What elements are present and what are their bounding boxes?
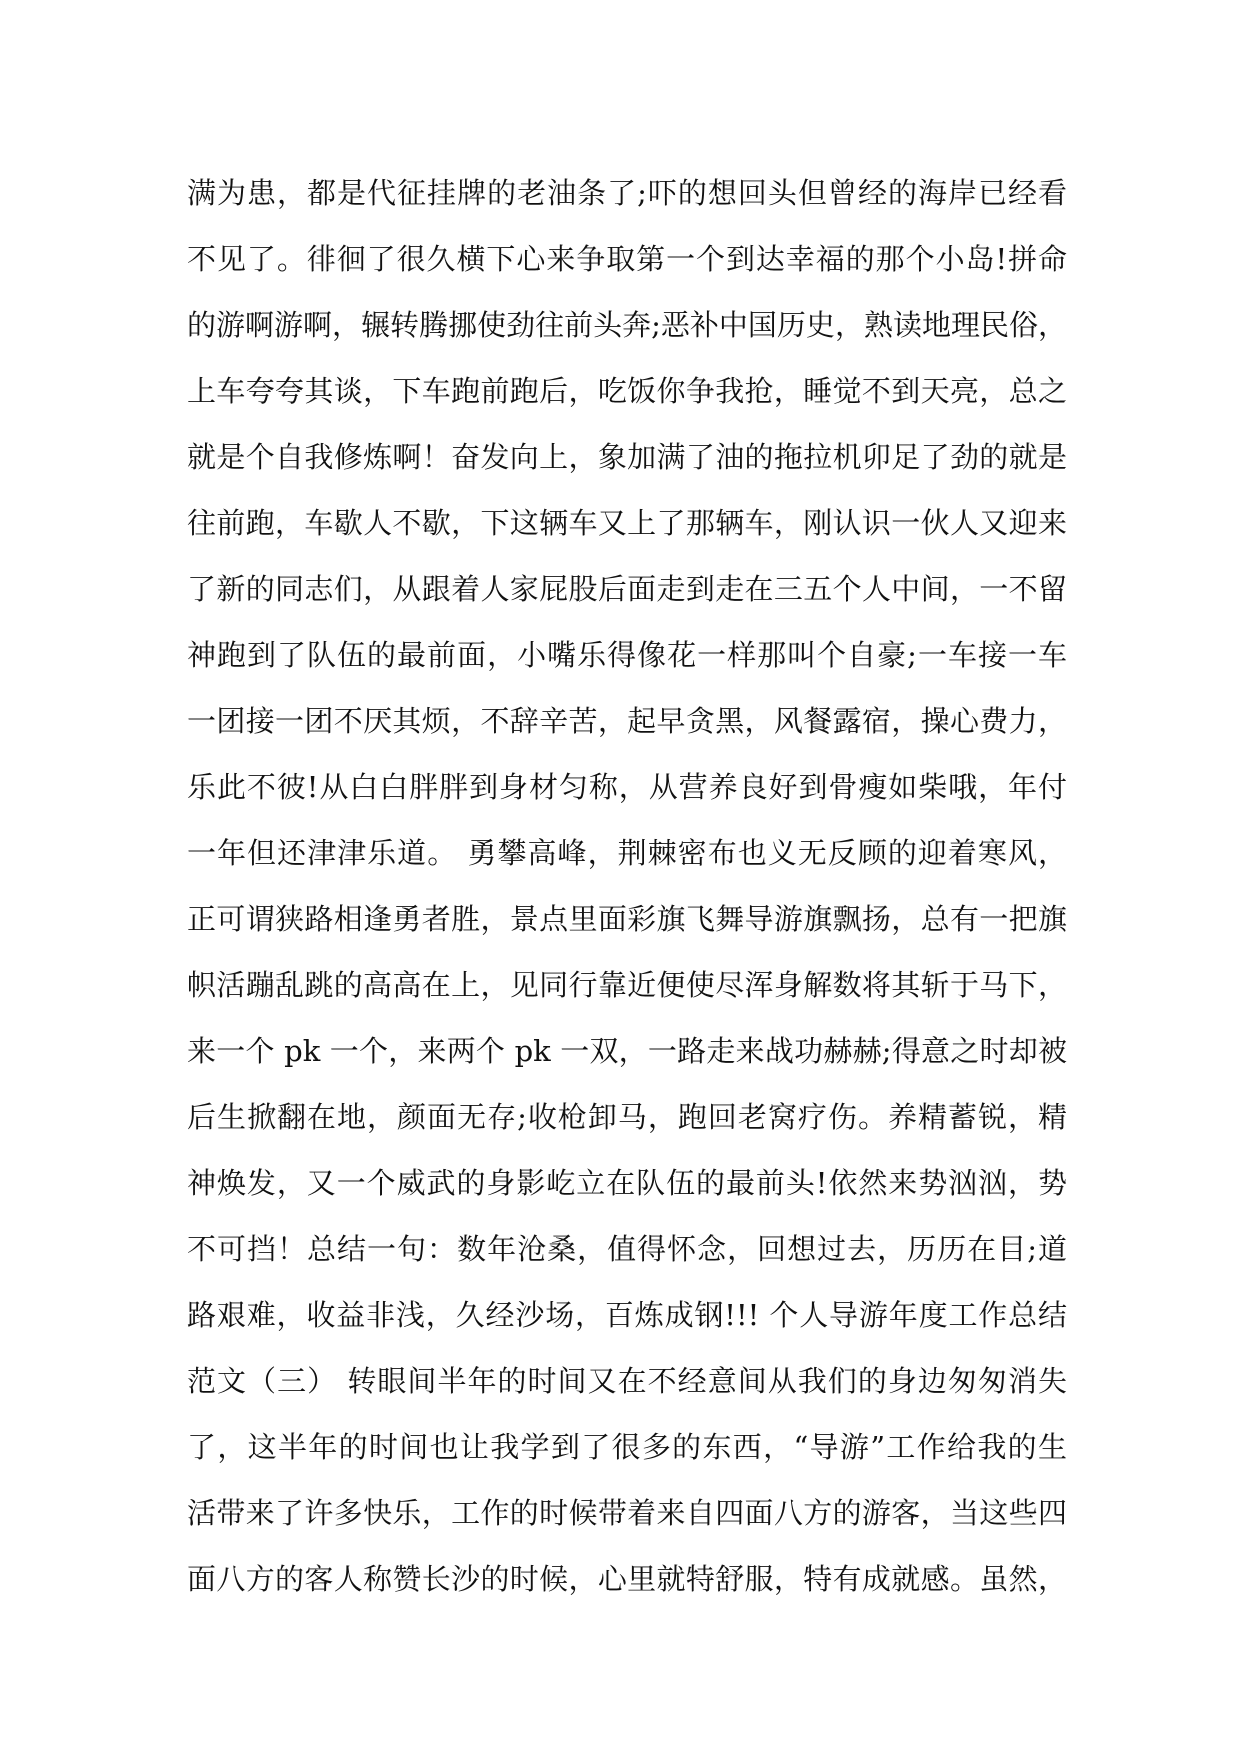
text-line: 神焕发，又一个威武的身影屹立在队伍的最前头!依然来势汹汹，势 [187, 1166, 1067, 1200]
text-line: 往前跑，车歇人不歇，下这辆车又上了那辆车，刚认识一伙人又迎来 [187, 506, 1067, 540]
text-line: 就是个自我修炼啊！奋发向上，象加满了油的拖拉机卯足了劲的就是 [187, 440, 1067, 474]
text-line: 满为患，都是代征挂牌的老油条了;吓的想回头但曾经的海岸已经看 [187, 176, 1067, 210]
text-line: 上车夸夸其谈，下车跑前跑后，吃饭你争我抢，睡觉不到天亮，总之 [187, 374, 1067, 408]
text-line: 神跑到了队伍的最前面，小嘴乐得像花一样那叫个自豪;一车接一车 [187, 638, 1067, 672]
text-line: 的游啊游啊，辗转腾挪使劲往前头奔;恶补中国历史，熟读地理民俗， [187, 308, 1067, 342]
body-text [187, 160, 1067, 1612]
text-line: 来一个 pk 一个，来两个 pk 一双，一路走来战功赫赫;得意之时却被 [187, 1034, 1067, 1068]
text-line: 一年但还津津乐道。 勇攀高峰，荆棘密布也义无反顾的迎着寒风， [187, 836, 1067, 870]
text-line: 了新的同志们，从跟着人家屁股后面走到走在三五个人中间，一不留 [187, 572, 1067, 606]
text-line: 了，这半年的时间也让我学到了很多的东西，“导游”工作给我的生 [187, 1430, 1067, 1464]
text-line: 面八方的客人称赞长沙的时候，心里就特舒服，特有成就感。虽然， [187, 1562, 1067, 1596]
text-line: 范文（三） 转眼间半年的时间又在不经意间从我们的身边匆匆消失 [187, 1364, 1067, 1398]
text-line: 路艰难，收益非浅，久经沙场，百炼成钢!!! 个人导游年度工作总结 [187, 1298, 1067, 1332]
text-line: 不见了。徘徊了很久横下心来争取第一个到达幸福的那个小岛!拼命 [187, 242, 1067, 276]
text-line: 正可谓狭路相逢勇者胜，景点里面彩旗飞舞导游旗飘扬，总有一把旗 [187, 902, 1067, 936]
text-line: 乐此不彼!从白白胖胖到身材匀称，从营养良好到骨瘦如柴哦，年付 [187, 770, 1067, 804]
text-line: 活带来了许多快乐，工作的时候带着来自四面八方的游客，当这些四 [187, 1496, 1067, 1530]
text-line: 帜活蹦乱跳的高高在上，见同行靠近便使尽浑身解数将其斩于马下， [187, 968, 1067, 1002]
text-line: 后生掀翻在地，颜面无存;收枪卸马，跑回老窝疗伤。养精蓄锐，精 [187, 1100, 1067, 1134]
text-line: 一团接一团不厌其烦，不辞辛苦，起早贪黑，风餐露宿，操心费力， [187, 704, 1067, 738]
text-line: 不可挡！总结一句：数年沧桑，值得怀念，回想过去，历历在目;道 [187, 1232, 1067, 1266]
